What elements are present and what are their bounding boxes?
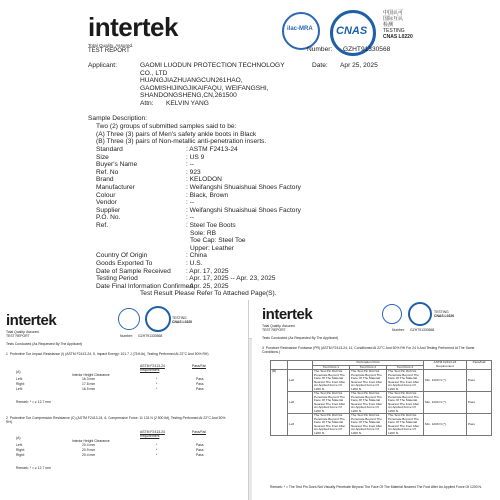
results-note: Test Result Please Refer To Attached Page(S). bbox=[140, 290, 277, 297]
tagline: Total Quality. Assured. bbox=[262, 324, 296, 328]
perforation-head: Perforation Point bbox=[313, 361, 424, 366]
table-row: Left The Test Pin Did Not Penetrate Beyond The Face Of The Material Nearest The Foot After An Applied Force Of 1200 N. The Test Pin Did Not Penetrate Beyond The Face Of The Material Nearest The Foot After An Applied Force Of 1200 N. The Test Pin Did Not Penetrate Beyond The Face Of The Material Nearest The Foot After An Applied Force Of 1200 N. Min. 1200 N (*) Pass bbox=[271, 414, 492, 436]
t2-rows: Left: 20.4 mm * Pass Right: 20.9 mm * Pass Right: 20.4 mm * Pass bbox=[16, 443, 204, 457]
tests-conducted: Tests Conducted (As Requested By The Applicant) bbox=[262, 336, 339, 340]
t1-remark: Remark: * = ≥ 12.7 mm bbox=[16, 400, 51, 404]
t2-req-head: ASTM F2413-24 Requirement bbox=[140, 430, 165, 438]
t1-req-head: ASTM F2413-24 Requirement bbox=[140, 364, 165, 372]
intertek-logo: intertek bbox=[262, 306, 313, 323]
test2-title: 2 Protective Toe Compression Resistance (C) (ASTM F2413-24, 6, Compressive Force: 11 131 N (2 500 lbf), Testing Performed At 22°C And 50% RH) bbox=[6, 416, 226, 424]
col-tp1: Test Point 1 bbox=[313, 365, 350, 370]
puncture-table bbox=[270, 360, 492, 436]
report-date: Apr 25, 2025 bbox=[340, 62, 378, 69]
cnas-lines: TESTING CNAS L0220 bbox=[434, 310, 455, 318]
applicant-label: Applicant: bbox=[88, 62, 117, 69]
ilac-mra-seal-icon bbox=[382, 304, 402, 324]
req-head: ASTM F2413-24 Requirement bbox=[424, 361, 467, 370]
report-page-2 bbox=[0, 300, 249, 500]
ilac-mra-seal-icon bbox=[118, 308, 140, 330]
cnas-lines: TESTING CNAS L0220 bbox=[172, 316, 193, 324]
cnas-seal-icon: CNAS bbox=[330, 10, 376, 56]
date-label: Date: bbox=[312, 62, 328, 69]
t1-rows: Left: 16.3 mm * Pass Right: 17.8 mm * Pass Left: 16.5 mm * Pass bbox=[16, 377, 204, 391]
attn-label: Attn: bbox=[140, 100, 154, 107]
sample-description: Two (2) groups of submitted samples said to be: (A) Three (3) pairs of Men's safety ankle boots in Black (B) Three (3) pairs of Non-metallic anti-penetration inserts. bbox=[96, 123, 267, 146]
cnas-seal-icon bbox=[145, 306, 171, 332]
t3-remark: Remark: * = The Test Pin Does Not Visually Penetrate Beyond The Face Of The Material Nearest The Foot After An Applied Force Of 1200 N. bbox=[270, 485, 482, 489]
tagline: Total Quality. Assured. bbox=[6, 330, 40, 334]
intertek-logo: intertek bbox=[6, 312, 57, 329]
applicant-address: GAOMI LUODUN PROTECTION TECHNOLOGY CO., LTD HUANGJIAZHUANGCUN261HAO, GAOMISHIJINGJIKAIFAQU, WEIFANGSHI, SHANDONGSHENG,CN,261500 bbox=[140, 62, 285, 100]
report-title: TEST REPORT bbox=[262, 328, 286, 332]
cnas-seal-icon bbox=[408, 302, 432, 326]
sample-heading: Sample Description: bbox=[88, 115, 148, 122]
col-tp3: Test Point 3 bbox=[387, 365, 424, 370]
report-number: GZHT91330568 bbox=[343, 46, 391, 53]
number-label: Number: bbox=[392, 328, 406, 332]
sample-fields: Standard : ASTM F2413-24 Size : US 9 Buyer's Name : -- Ref. No : 923 Brand : KELODON Manufacturer : Weifangshi Shuaishuai Shoes Factory Colour : Black, Brown Vendor : -- Supplier : Weifangshi Shuaishuai Shoes Factory P.O. No. : -- Ref. : Steel Toe Boots Sole: RB Toe Cap: Steel Toe Upper: Leather Country Of Origin : China Goods Exported To : U.S. Date of Sample Received : Apr. 17, 2025 Testing Period : Apr. 17, 2025 -- Apr. 23, 2025 Date Final Information Confirmed : Apr. 25, 2025 bbox=[96, 146, 301, 290]
number-label: Number: bbox=[120, 334, 134, 338]
cnas-cn-text: 中国认可 国际互认 检测 TESTING CNAS L0220 bbox=[383, 10, 413, 40]
table-row: (B) Left The Test Pin Did Not Penetrate Beyond The Face Of The Material Nearest The Foot After An Applied Force Of 1200 N. The Test Pin Did Not Penetrate Beyond The Face Of The Material Nearest The Foot After An Applied Force Of 1200 N. The Test Pin Did Not Penetrate Beyond The Face Of The Material Nearest The Foot After An Applied Force Of 1200 N. Min. 1200 N (*) Pass bbox=[271, 370, 492, 392]
t1-pf-head: Pass/Fail bbox=[192, 364, 206, 368]
col-tp2: Test Point 2 bbox=[350, 365, 387, 370]
pf-head: Pass/Fail bbox=[467, 361, 492, 370]
test1-title: 1 Protective Toe Impact Resistance (I) (ASTM F2413-24, 5, Impact Energy: 101.7 J (75 ft-lb), Testing Performed At 22°C And 50% RH) bbox=[6, 352, 209, 356]
t2-group: (A) bbox=[16, 436, 21, 440]
test3-title: 3 Puncture Resistance Footwear (PR) (ASTM F2413-24, 11, Conditioned At 22°C And 50% RH For 24 h And Testing Performed At The Same Conditions.) bbox=[262, 346, 475, 354]
table-row: Left The Test Pin Did Not Penetrate Beyond The Face Of The Material Nearest The Foot After An Applied Force Of 1200 N. The Test Pin Did Not Penetrate Beyond The Face Of The Material Nearest The Foot After An Applied Force Of 1200 N. The Test Pin Did Not Penetrate Beyond The Face Of The Material Nearest The Foot After An Applied Force Of 1200 N. Min. 1200 N (*) Pass bbox=[271, 392, 492, 414]
t1-group: (A) bbox=[16, 370, 21, 374]
report-number: GZHT91330568 bbox=[138, 334, 163, 338]
t1-sub: Interior Height Clearance bbox=[72, 373, 110, 377]
attn-name: KELVIN YANG bbox=[166, 100, 209, 107]
report-number: GZHT91330568 bbox=[410, 328, 435, 332]
number-label: Number: bbox=[307, 46, 333, 53]
report-title: TEST REPORT bbox=[6, 334, 30, 338]
t2-pf-head: Pass/Fail bbox=[192, 430, 206, 434]
tests-conducted: Tests Conducted (As Requested By The Applicant) bbox=[6, 342, 83, 346]
ilac-mra-seal-icon: ilac-MRA bbox=[282, 12, 320, 50]
t2-sub: Interior Height Clearance bbox=[72, 439, 110, 443]
report-title: TEST REPORT bbox=[88, 48, 130, 54]
tagline: Total Quality. Assured. bbox=[88, 43, 134, 48]
report-page-3 bbox=[252, 300, 500, 500]
t2-remark: Remark: * = ≥ 12.7 mm bbox=[16, 466, 51, 470]
intertek-logo: intertek bbox=[88, 12, 178, 42]
side-col bbox=[288, 361, 313, 370]
